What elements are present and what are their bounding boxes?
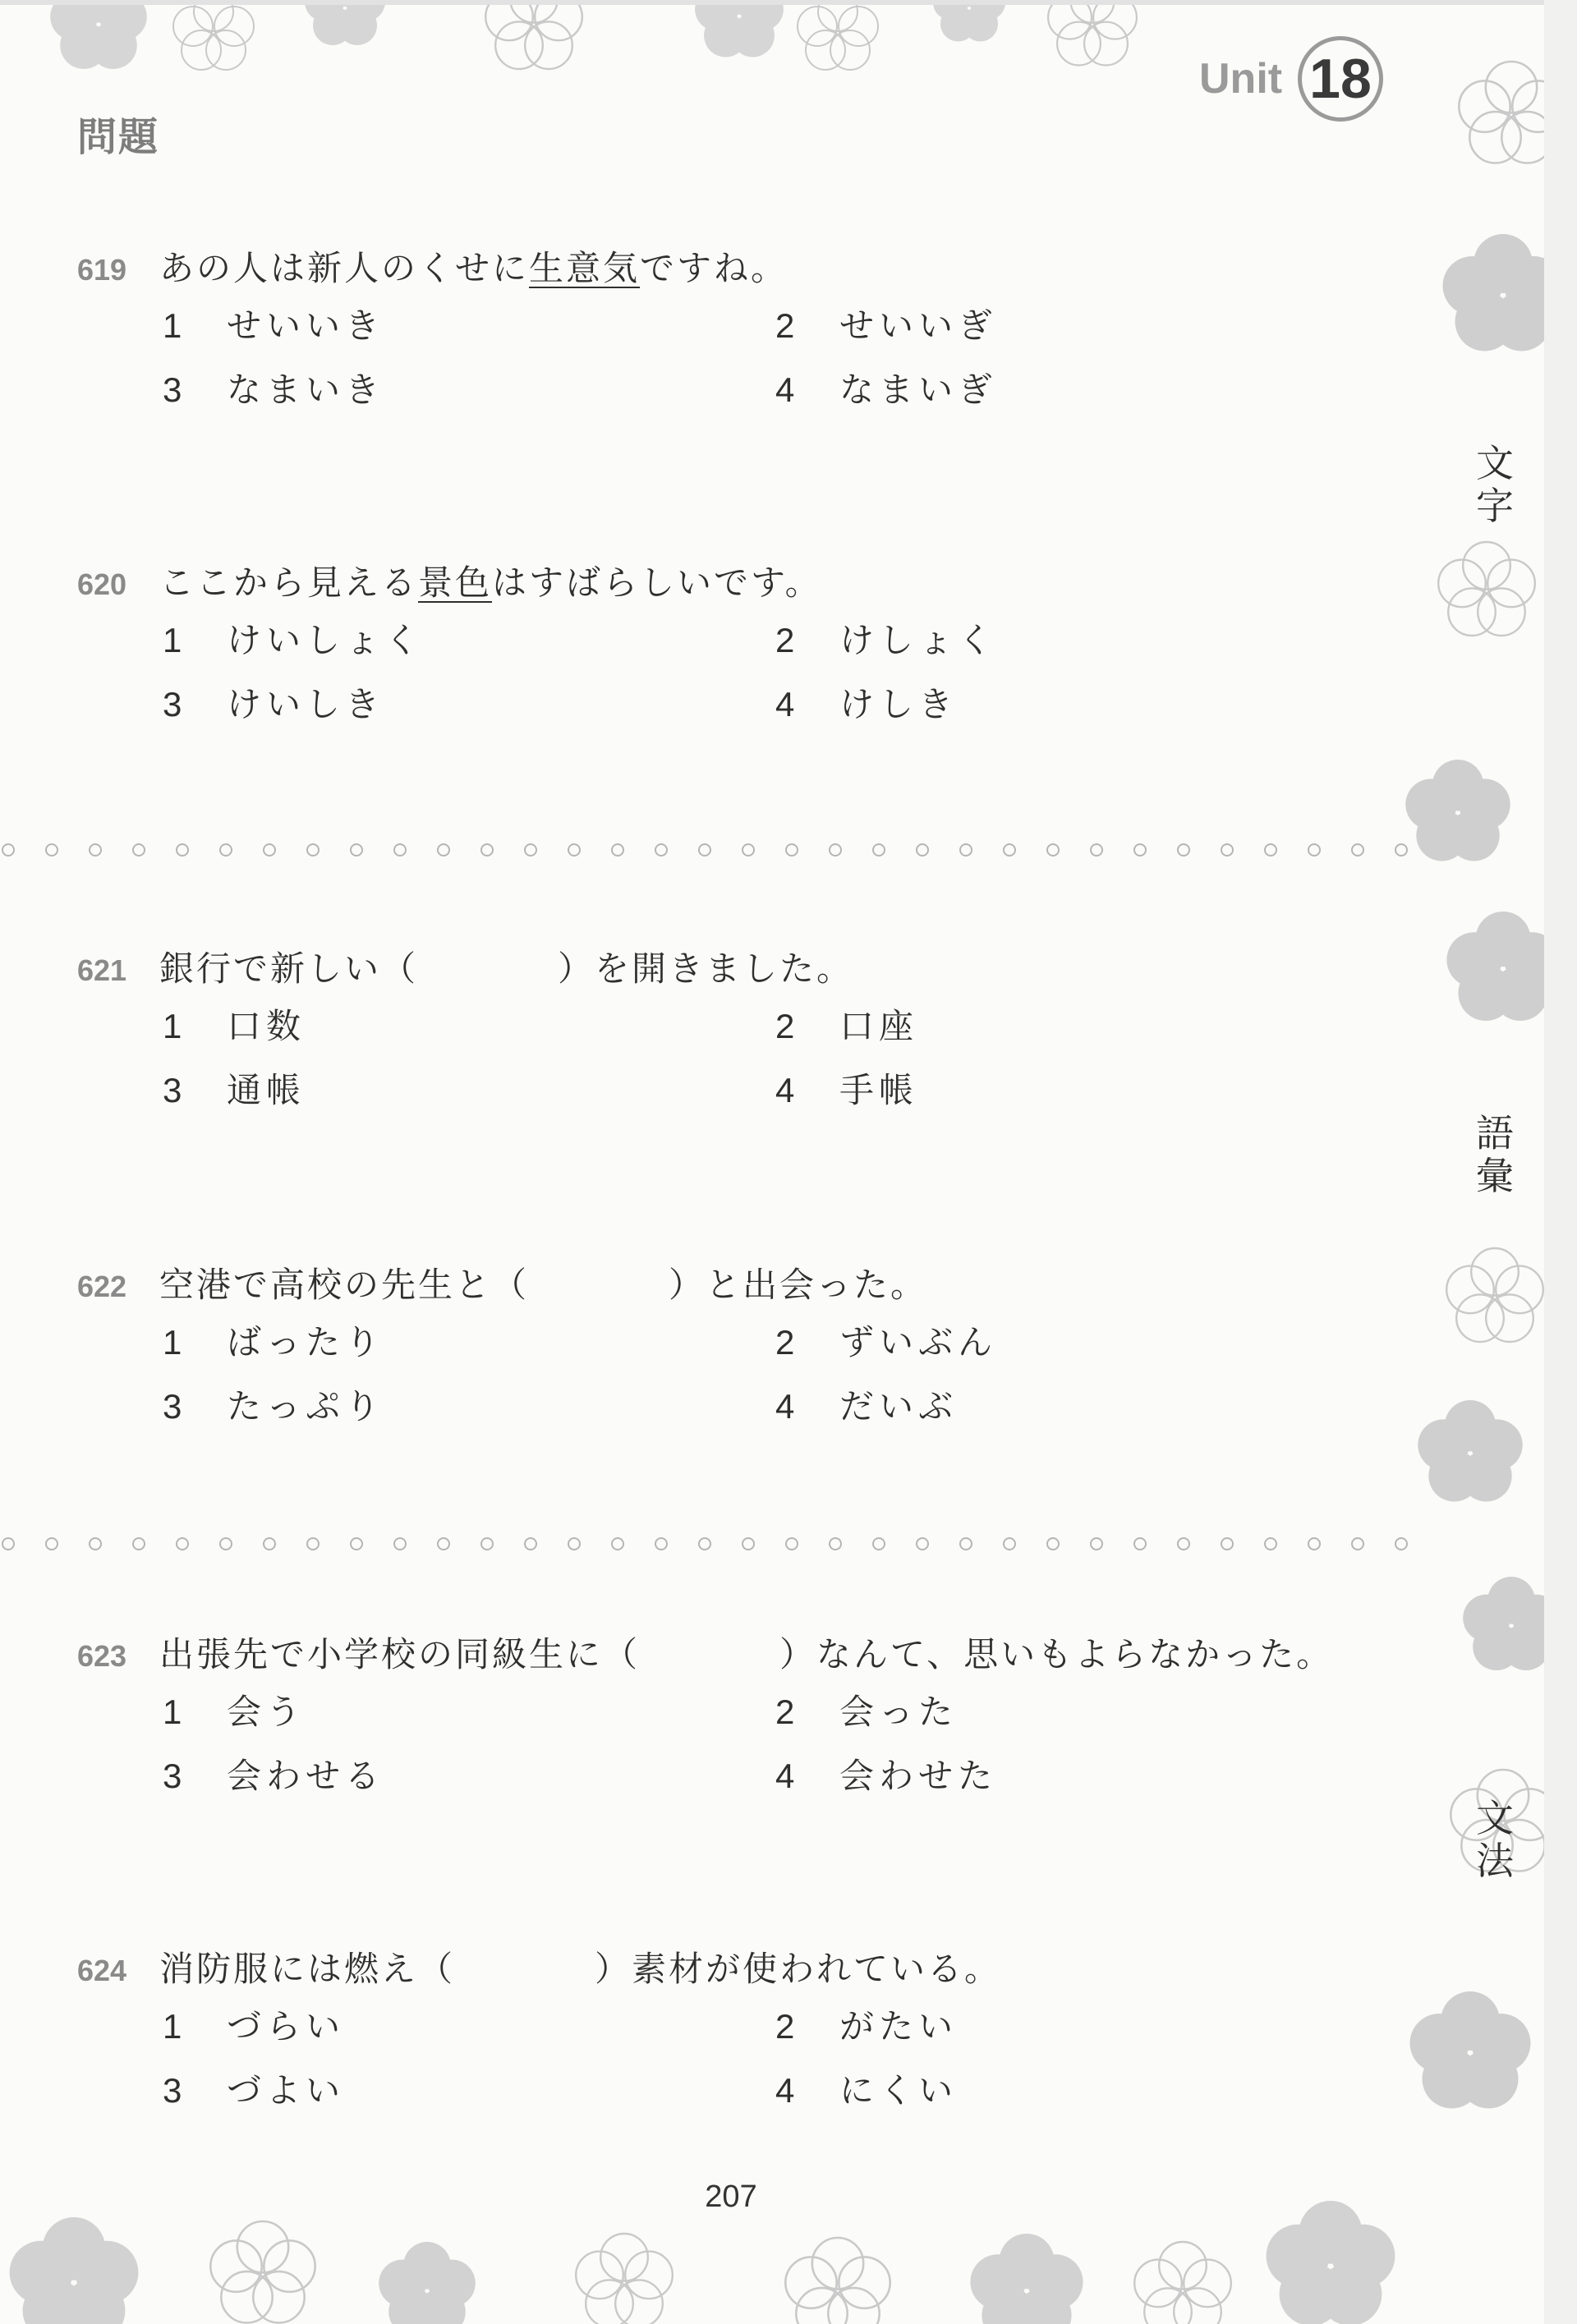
question-text-segment: 空港で高校の先生と（ (159, 1265, 530, 1305)
question-text-segment: ）を開きました。 (558, 948, 854, 989)
option-text: づらい (227, 2006, 346, 2046)
answer-option-2 (775, 1685, 958, 1734)
option-text: けしき (839, 684, 959, 724)
option-number: 2 (775, 621, 795, 659)
side-label-moji: 文字 (1476, 441, 1514, 528)
option-number: 2 (775, 1323, 795, 1362)
question-text-segment: はすばらしいです。 (492, 563, 822, 603)
question-text-segment: 銀行で新しい（ (159, 948, 419, 989)
answer-option-1 (163, 1316, 384, 1365)
option-text: 手帳 (839, 1070, 919, 1110)
question-text-segment: 消防服には燃え（ (159, 1949, 456, 1989)
question-623 (77, 1626, 1408, 1823)
question-text-segment: ）と出会った。 (669, 1265, 928, 1305)
side-label-goi: 語彙 (1476, 1111, 1514, 1198)
section-divider (0, 842, 1413, 858)
option-text: にくい (839, 2070, 959, 2110)
option-text: けしょく (839, 620, 998, 660)
option-number: 4 (775, 685, 795, 723)
question-stem (77, 1626, 1408, 1683)
option-number: 3 (163, 685, 182, 723)
underlined-target-word: 生意気 (529, 248, 641, 288)
answer-option-1 (163, 999, 306, 1049)
option-number: 1 (163, 306, 182, 345)
question-text-segment: ですね。 (640, 248, 788, 288)
answer-option-4 (775, 2064, 958, 2113)
option-number: 4 (775, 370, 795, 409)
unit-badge (1191, 36, 1396, 126)
question-stem (77, 1256, 1408, 1314)
question-number: 624 (77, 1954, 127, 1987)
question-number: 620 (77, 567, 127, 601)
option-number: 3 (163, 1387, 182, 1426)
answer-option-1 (163, 613, 424, 663)
option-text: ばったり (227, 1322, 385, 1362)
option-number: 4 (775, 1071, 795, 1109)
answer-option-4 (775, 1380, 958, 1429)
question-text (159, 948, 853, 989)
question-text (159, 248, 788, 288)
question-text-segment: ここから見える (159, 563, 419, 603)
unit-label: Unit (1199, 55, 1283, 103)
option-number: 3 (163, 2071, 182, 2110)
option-number: 4 (775, 1387, 795, 1426)
section-divider (0, 1536, 1413, 1552)
option-number: 1 (163, 1692, 182, 1731)
option-text: 口座 (839, 1006, 919, 1046)
option-number: 2 (775, 306, 795, 345)
answer-option-2 (775, 613, 997, 663)
question-text (159, 1949, 1001, 1989)
answer-option-2 (775, 999, 918, 1049)
option-text: 会った (839, 1692, 959, 1732)
option-number: 1 (163, 2007, 182, 2046)
answer-option-1 (163, 299, 384, 348)
answer-option-2 (775, 299, 997, 348)
section-heading: 問題 (77, 114, 160, 160)
option-text: せいいき (227, 305, 385, 346)
option-number: 2 (775, 2007, 795, 2046)
option-text: づよい (227, 2070, 346, 2110)
question-621 (77, 940, 1408, 1137)
option-number: 2 (775, 1692, 795, 1731)
option-number: 4 (775, 1757, 795, 1795)
answer-option-3 (163, 2064, 345, 2113)
answer-option-3 (163, 1380, 384, 1429)
unit-number: 18 (1298, 36, 1383, 122)
question-text-segment: あの人は新人のくせに (159, 248, 530, 288)
question-620 (77, 554, 1408, 751)
answer-option-4 (775, 677, 958, 727)
option-text: 会う (227, 1692, 306, 1732)
answer-option-2 (775, 2000, 958, 2049)
option-text: 通帳 (227, 1070, 306, 1110)
question-number: 619 (77, 253, 127, 287)
question-stem (77, 1940, 1408, 1998)
question-text-segment: 出張先で小学校の同級生に（ (159, 1634, 641, 1674)
option-text: 口数 (227, 1006, 306, 1046)
option-text: がたい (839, 2006, 959, 2046)
question-622 (77, 1256, 1408, 1454)
answer-option-2 (775, 1316, 997, 1365)
option-number: 1 (163, 621, 182, 659)
option-text: たっぷり (227, 1386, 385, 1426)
question-text-segment: ）なんて、思いもよらなかった。 (779, 1634, 1334, 1674)
answer-option-1 (163, 1685, 306, 1734)
question-number: 623 (77, 1639, 127, 1673)
option-text: だいぶ (839, 1386, 959, 1426)
option-number: 1 (163, 1007, 182, 1045)
option-text: ずいぶん (839, 1322, 998, 1362)
option-text: なまいぎ (839, 370, 998, 410)
option-text: なまいき (227, 370, 385, 410)
question-624 (77, 1940, 1408, 2138)
question-text (159, 1265, 927, 1305)
answer-option-3 (163, 1063, 306, 1113)
side-label-bunpo: 文法 (1476, 1796, 1514, 1883)
page-number: 207 (705, 2179, 757, 2214)
answer-option-3 (163, 363, 384, 412)
answer-option-4 (775, 1749, 997, 1798)
question-619 (77, 240, 1408, 437)
question-text (159, 1634, 1333, 1674)
option-number: 4 (775, 2071, 795, 2110)
answer-option-4 (775, 363, 997, 412)
option-text: せいいぎ (839, 305, 998, 346)
option-number: 1 (163, 1323, 182, 1362)
option-text: 会わせる (227, 1756, 385, 1796)
answer-option-3 (163, 1749, 384, 1798)
question-stem (77, 240, 1408, 297)
option-text: けいしょく (227, 620, 425, 660)
option-number: 2 (775, 1007, 795, 1045)
underlined-target-word: 景色 (418, 563, 493, 603)
option-text: けいしき (227, 684, 385, 724)
option-number: 3 (163, 370, 182, 409)
answer-option-4 (775, 1063, 918, 1113)
question-text-segment: ）素材が使われている。 (595, 1949, 1002, 1989)
option-number: 3 (163, 1757, 182, 1795)
question-stem (77, 554, 1408, 612)
question-text (159, 563, 822, 603)
answer-option-1 (163, 2000, 345, 2049)
option-text: 会わせた (839, 1756, 998, 1796)
option-number: 3 (163, 1071, 182, 1109)
question-number: 622 (77, 1270, 127, 1303)
question-number: 621 (77, 953, 127, 987)
answer-option-3 (163, 677, 384, 727)
question-stem (77, 940, 1408, 998)
